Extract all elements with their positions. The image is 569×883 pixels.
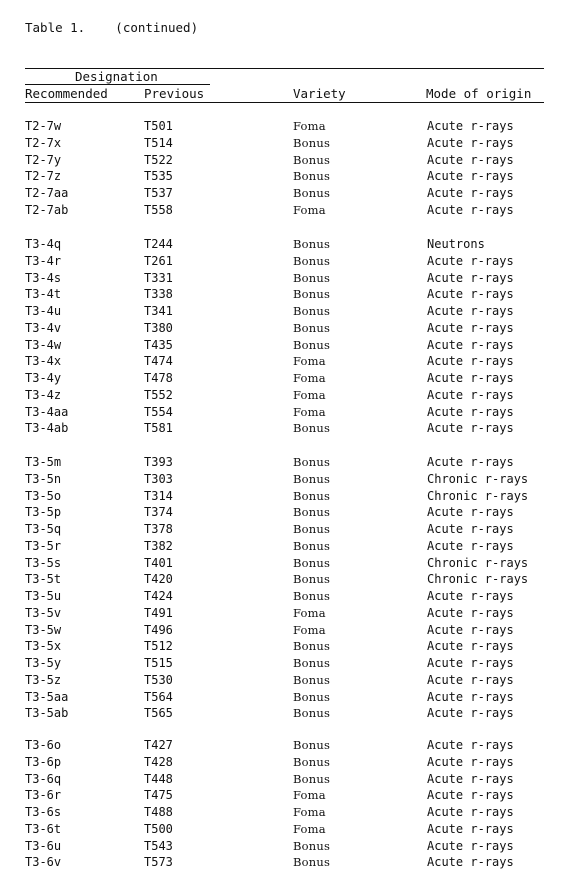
cell-previous: T522 (144, 152, 173, 167)
cell-variety: Bonus (293, 488, 331, 503)
cell-variety: Bonus (293, 304, 331, 318)
cell-previous: T341 (144, 304, 173, 318)
cell-previous: T380 (144, 320, 173, 335)
cell-mode-of-origin: Acute r-rays (427, 287, 514, 302)
table-row (0, 638, 569, 655)
cell-recommended: T3-4z (25, 387, 62, 402)
table-row (0, 202, 569, 219)
col-recommended-header: Recommended (25, 86, 108, 101)
table-row (0, 754, 569, 771)
cell-variety: Foma (293, 821, 326, 836)
table-row (0, 854, 569, 871)
cell-recommended: T3-4u (25, 304, 62, 318)
cell-previous: T338 (144, 287, 173, 302)
cell-recommended: T3-5s (25, 555, 62, 570)
cell-variety: Foma (293, 404, 326, 419)
cell-variety: Bonus (293, 771, 331, 786)
cell-recommended: T3-5q (25, 522, 62, 536)
cell-variety: Foma (293, 805, 326, 819)
table-row (0, 286, 569, 303)
cell-variety: Foma (293, 202, 326, 217)
table-title: Table 1. (continued) (25, 20, 199, 35)
cell-recommended: T3-4aa (25, 404, 69, 419)
cell-mode-of-origin: Acute r-rays (427, 821, 514, 836)
cell-previous: T427 (144, 738, 173, 752)
cell-mode-of-origin: Acute r-rays (427, 788, 514, 803)
cell-recommended: T3-4s (25, 270, 62, 285)
cell-previous: T488 (144, 805, 173, 819)
cell-recommended: T3-6q (25, 771, 62, 786)
cell-previous: T420 (144, 572, 173, 587)
cell-previous: T314 (144, 488, 173, 503)
table-row (0, 253, 569, 270)
cell-recommended: T3-5v (25, 605, 62, 620)
cell-recommended: T3-4w (25, 337, 62, 352)
cell-variety: Bonus (293, 186, 331, 200)
cell-variety: Bonus (293, 253, 331, 268)
cell-previous: T448 (144, 771, 173, 786)
cell-mode-of-origin: Acute r-rays (427, 186, 514, 200)
cell-variety: Foma (293, 605, 326, 620)
cell-previous: T331 (144, 270, 173, 285)
cell-previous: T514 (144, 135, 173, 150)
cell-mode-of-origin: Acute r-rays (427, 371, 514, 385)
col-mode-header: Mode of origin (426, 86, 532, 101)
table-row (0, 303, 569, 320)
cell-variety: Bonus (293, 337, 331, 352)
table-row (0, 471, 569, 488)
cell-mode-of-origin: Acute r-rays (427, 119, 514, 133)
table-row (0, 420, 569, 437)
cell-variety: Bonus (293, 639, 331, 654)
table-row (0, 821, 569, 838)
cell-recommended: T2-7w (25, 119, 62, 133)
cell-previous: T564 (144, 689, 173, 704)
table-row (0, 804, 569, 821)
cell-previous: T435 (144, 337, 173, 352)
cell-previous: T261 (144, 253, 173, 268)
cell-previous: T428 (144, 754, 173, 769)
cell-mode-of-origin: Acute r-rays (427, 838, 514, 853)
cell-previous: T491 (144, 605, 173, 620)
cell-previous: T500 (144, 821, 173, 836)
cell-mode-of-origin: Acute r-rays (427, 354, 514, 369)
cell-recommended: T3-5ab (25, 706, 69, 721)
cell-previous: T478 (144, 371, 173, 385)
cell-mode-of-origin: Acute r-rays (427, 505, 514, 520)
cell-previous: T515 (144, 656, 173, 670)
cell-previous: T552 (144, 387, 173, 402)
table-row (0, 655, 569, 672)
table-row (0, 838, 569, 855)
table-row (0, 771, 569, 788)
table-row (0, 168, 569, 185)
cell-recommended: T3-6p (25, 754, 62, 769)
table-row (0, 370, 569, 387)
cell-recommended: T3-4x (25, 354, 62, 369)
cell-previous: T244 (144, 237, 173, 251)
table-row (0, 689, 569, 706)
cell-previous: T401 (144, 555, 173, 570)
cell-recommended: T3-6t (25, 821, 62, 836)
cell-variety: Bonus (293, 572, 331, 587)
cell-recommended: T2-7z (25, 169, 62, 184)
table-row (0, 118, 569, 135)
cell-recommended: T3-4v (25, 320, 62, 335)
cell-previous: T393 (144, 455, 173, 469)
cell-mode-of-origin: Acute r-rays (427, 689, 514, 704)
cell-mode-of-origin: Acute r-rays (427, 387, 514, 402)
cell-previous: T535 (144, 169, 173, 184)
cell-previous: T475 (144, 788, 173, 803)
cell-recommended: T3-5aa (25, 689, 69, 704)
table-row (0, 605, 569, 622)
cell-mode-of-origin: Acute r-rays (427, 656, 514, 670)
cell-variety: Bonus (293, 270, 331, 285)
cell-mode-of-origin: Chronic r-rays (427, 572, 529, 587)
cell-variety: Bonus (293, 471, 331, 486)
cell-mode-of-origin: Acute r-rays (427, 337, 514, 352)
table-row (0, 588, 569, 605)
cell-mode-of-origin: Acute r-rays (427, 805, 514, 819)
cell-recommended: T2-7x (25, 135, 62, 150)
cell-recommended: T3-5y (25, 656, 62, 670)
cell-recommended: T2-7ab (25, 202, 69, 217)
cell-previous: T558 (144, 202, 173, 217)
cell-variety: Bonus (293, 455, 331, 469)
cell-previous: T303 (144, 471, 173, 486)
cell-mode-of-origin: Acute r-rays (427, 622, 514, 637)
cell-recommended: T3-6s (25, 805, 62, 819)
cell-variety: Bonus (293, 421, 331, 436)
cell-previous: T424 (144, 589, 173, 603)
cell-mode-of-origin: Acute r-rays (427, 304, 514, 318)
table-row (0, 152, 569, 169)
table-row (0, 504, 569, 521)
cell-previous: T565 (144, 706, 173, 721)
cell-mode-of-origin: Acute r-rays (427, 754, 514, 769)
cell-mode-of-origin: Acute r-rays (427, 455, 514, 469)
cell-mode-of-origin: Acute r-rays (427, 672, 514, 687)
cell-mode-of-origin: Acute r-rays (427, 152, 514, 167)
table-row (0, 236, 569, 253)
cell-mode-of-origin: Acute r-rays (427, 589, 514, 603)
table-row (0, 737, 569, 754)
cell-variety: Foma (293, 371, 326, 385)
col-previous-header: Previous (144, 86, 205, 101)
cell-recommended: T3-4q (25, 237, 62, 251)
table-row (0, 538, 569, 555)
cell-mode-of-origin: Acute r-rays (427, 320, 514, 335)
cell-recommended: T3-4r (25, 253, 62, 268)
cell-variety: Bonus (293, 689, 331, 704)
table-row (0, 185, 569, 202)
table-row (0, 705, 569, 722)
table-row (0, 454, 569, 471)
cell-recommended: T3-5o (25, 488, 62, 503)
cell-variety: Foma (293, 788, 326, 803)
cell-variety: Foma (293, 119, 326, 133)
cell-recommended: T3-4ab (25, 421, 69, 436)
cell-recommended: T2-7aa (25, 186, 69, 200)
cell-variety: Bonus (293, 555, 331, 570)
cell-variety: Foma (293, 622, 326, 637)
header-rule (25, 102, 544, 103)
cell-recommended: T3-5t (25, 572, 62, 587)
cell-previous: T543 (144, 838, 173, 853)
table-row (0, 622, 569, 639)
table-row (0, 404, 569, 421)
cell-mode-of-origin: Acute r-rays (427, 771, 514, 786)
cell-variety: Bonus (293, 320, 331, 335)
cell-previous: T581 (144, 421, 173, 436)
cell-mode-of-origin: Acute r-rays (427, 522, 514, 536)
table-row (0, 135, 569, 152)
cell-recommended: T3-6o (25, 738, 62, 752)
cell-recommended: T3-6r (25, 788, 62, 803)
designation-header: Designation (75, 69, 158, 84)
col-variety-header: Variety (293, 86, 346, 101)
cell-variety: Bonus (293, 505, 331, 520)
cell-recommended: T3-5m (25, 455, 62, 469)
cell-mode-of-origin: Acute r-rays (427, 253, 514, 268)
cell-variety: Bonus (293, 706, 331, 721)
cell-recommended: T3-5n (25, 471, 62, 486)
cell-mode-of-origin: Chronic r-rays (427, 555, 529, 570)
cell-mode-of-origin: Chronic r-rays (427, 488, 529, 503)
cell-previous: T573 (144, 855, 173, 870)
cell-recommended: T3-5r (25, 538, 62, 553)
table-row (0, 787, 569, 804)
cell-mode-of-origin: Acute r-rays (427, 270, 514, 285)
cell-variety: Bonus (293, 287, 331, 302)
cell-previous: T474 (144, 354, 173, 369)
cell-variety: Bonus (293, 522, 331, 536)
cell-variety: Foma (293, 387, 326, 402)
cell-recommended: T3-5p (25, 505, 62, 520)
cell-mode-of-origin: Acute r-rays (427, 421, 514, 436)
cell-recommended: T3-4t (25, 287, 62, 302)
cell-mode-of-origin: Acute r-rays (427, 169, 514, 184)
cell-recommended: T3-4y (25, 371, 62, 385)
cell-recommended: T3-6v (25, 855, 62, 870)
table-row (0, 353, 569, 370)
cell-mode-of-origin: Acute r-rays (427, 538, 514, 553)
designation-rule (25, 84, 210, 85)
cell-variety: Bonus (293, 754, 331, 769)
cell-variety: Bonus (293, 169, 331, 184)
table-row (0, 672, 569, 689)
table-row (0, 337, 569, 354)
cell-mode-of-origin: Acute r-rays (427, 855, 514, 870)
cell-variety: Bonus (293, 135, 331, 150)
cell-recommended: T3-5u (25, 589, 62, 603)
table-row (0, 521, 569, 538)
cell-variety: Bonus (293, 152, 331, 167)
cell-mode-of-origin: Chronic r-rays (427, 471, 529, 486)
cell-mode-of-origin: Acute r-rays (427, 404, 514, 419)
cell-recommended: T3-6u (25, 838, 62, 853)
cell-previous: T537 (144, 186, 173, 200)
cell-variety: Bonus (293, 656, 331, 670)
cell-previous: T496 (144, 622, 173, 637)
cell-variety: Bonus (293, 589, 331, 603)
table-row (0, 387, 569, 404)
cell-recommended: T3-5x (25, 639, 62, 654)
cell-variety: Bonus (293, 538, 331, 553)
cell-variety: Bonus (293, 672, 331, 687)
cell-mode-of-origin: Acute r-rays (427, 605, 514, 620)
cell-mode-of-origin: Acute r-rays (427, 202, 514, 217)
cell-variety: Bonus (293, 738, 331, 752)
cell-variety: Bonus (293, 855, 331, 870)
cell-previous: T374 (144, 505, 173, 520)
table-row (0, 320, 569, 337)
cell-mode-of-origin: Acute r-rays (427, 639, 514, 654)
cell-previous: T378 (144, 522, 173, 536)
cell-previous: T501 (144, 119, 173, 133)
cell-mode-of-origin: Acute r-rays (427, 706, 514, 721)
cell-variety: Foma (293, 354, 326, 369)
cell-recommended: T3-5z (25, 672, 62, 687)
table-row (0, 270, 569, 287)
cell-mode-of-origin: Neutrons (427, 237, 485, 251)
cell-recommended: T3-5w (25, 622, 62, 637)
cell-previous: T512 (144, 639, 173, 654)
cell-variety: Bonus (293, 237, 331, 251)
table-row (0, 555, 569, 572)
cell-previous: T530 (144, 672, 173, 687)
cell-mode-of-origin: Acute r-rays (427, 738, 514, 752)
table-row (0, 488, 569, 505)
cell-mode-of-origin: Acute r-rays (427, 135, 514, 150)
cell-previous: T554 (144, 404, 173, 419)
cell-previous: T382 (144, 538, 173, 553)
cell-recommended: T2-7y (25, 152, 62, 167)
table-row (0, 571, 569, 588)
cell-variety: Bonus (293, 838, 331, 853)
